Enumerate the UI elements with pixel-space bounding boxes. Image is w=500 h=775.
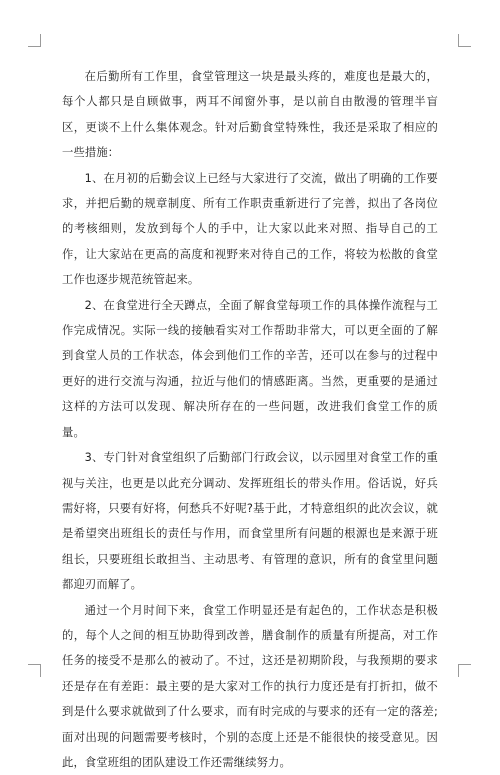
crop-mark-bottom-left	[28, 664, 41, 677]
crop-mark-bottom-right	[458, 664, 471, 677]
paragraph-measure-3: 3、专门针对食堂组织了后勤部门行政会议，以示园里对食堂工作的重视与关注，也更是以此充分调动、发挥班组长的带头作用。俗话说，好兵需好将，只要有好将，何愁兵不好呢?基于此，才特意组织的此次会议，就是希望突出班组长的责任与作用，而食堂里所有问题的根源也是来源于班组长，只要班组长敢担当、主动思考、有管理的意识，所有的食堂里问题都迎刃而解了。	[62, 451, 438, 592]
paragraph-measure-2: 2、在食堂进行全天蹲点，全面了解食堂每项工作的具体操作流程与工作完成情况。实际一线的接触看实对工作帮助非常大，可以更全面的了解到食堂人员的工作状态，体会到他们工作的辛苦，还可以在参与的过程中更好的进行交流与沟通，拉近与他们的情感距离。当然，更重要的是通过这样的方法可以发现、解决所存在的一些问题，改进我们食堂工作的质量。	[62, 298, 438, 439]
paragraph-summary: 通过一个月时间下来，食堂工作明显还是有起色的，工作状态是积极的，每个人之间的相互协助得到改善，膳食制作的质量有所提高，对工作任务的接受不是那么的被动了。不过，这还是初期阶段，与我预期的要求还是存在有差距：最主要的是大家对工作的执行力度还是有打折扣，做不到是什么要求就做到了什么要求，而有时完成的与要求的还有一定的落差;面对出现的问题需要考核时，个别的态度上还是不能很快的接受意见。因此，食堂班组的团队建设工作还需继续努力。	[62, 603, 438, 769]
paragraph-intro: 在后勤所有工作里，食堂管理这一块是最头疼的，难度也是最大的，每个人都只是自顾做事，两耳不闻窗外事，是以前自由散漫的管理半盲区，更谈不上什么集体观念。针对后勤食堂特殊性，我还是采取了相应的一些措施：	[62, 70, 438, 160]
paragraph-measure-1: 1、在月初的后勤会议上已经与大家进行了交流，做出了明确的工作要求，并把后勤的规章制度、所有工作职责重新进行了完善，拟出了各岗位的考核细则，发放到每个人的手中，让大家以此来对照、指导自己的工作，让大家站在更高的高度和视野来对待自己的工作，将较为松散的食堂工作也逐步规范统管起来。	[62, 171, 438, 287]
crop-mark-top-right	[458, 34, 471, 47]
crop-mark-top-left	[28, 34, 41, 47]
document-body	[62, 64, 438, 775]
